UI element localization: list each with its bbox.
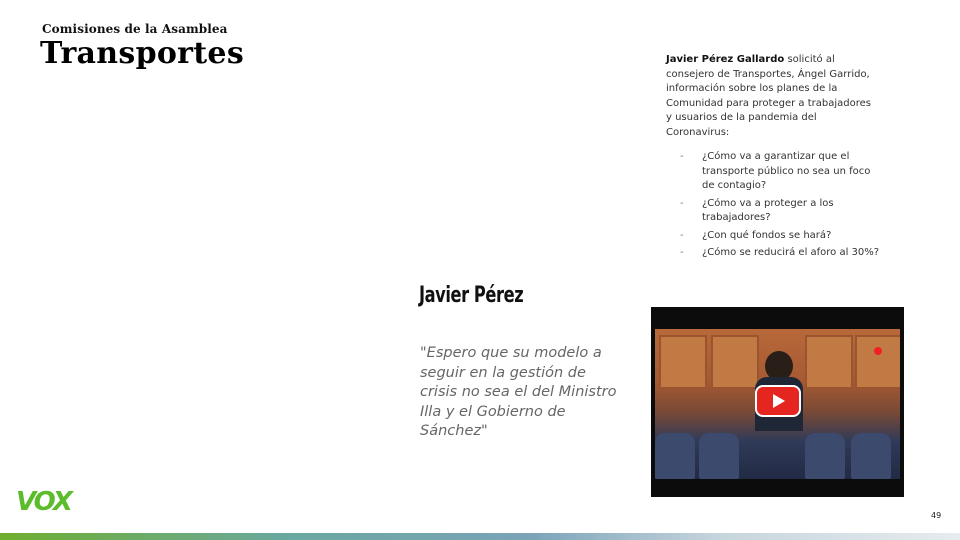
question-text: ¿Con qué fondos se hará? <box>702 229 832 241</box>
bullet-dash-icon: - <box>680 151 684 162</box>
speaker-name: Javier Pérez <box>419 283 524 308</box>
seat <box>655 433 695 479</box>
intro-name: Javier Pérez Gallardo <box>666 54 785 65</box>
question-list <box>680 150 880 264</box>
page-title: Transportes <box>40 36 245 71</box>
list-item <box>680 246 880 261</box>
question-text: ¿Cómo se reducirá el aforo al 30%? <box>702 247 880 258</box>
recording-dot-icon <box>874 347 882 355</box>
bullet-dash-icon: - <box>680 247 684 258</box>
youtube-play-icon[interactable] <box>755 385 801 417</box>
intro-text: solicitó al consejero de Transportes, Ángel Garrido, información sobre los planes de la Comunidad para proteger a trabajadores y usuarios de la pandemia del Coronavirus: <box>666 54 871 138</box>
list-item <box>680 229 880 244</box>
wall-panel <box>711 335 759 389</box>
bullet-dash-icon: - <box>680 229 684 241</box>
speaker-quote: "Espero que su modelo a seguir en la gestión de crisis no sea el del Ministro Illa y el Gobierno de Sánchez" <box>420 345 617 439</box>
bottom-color-bar <box>0 533 960 540</box>
page-number: 49 <box>931 511 942 520</box>
list-item <box>680 150 880 194</box>
bullet-dash-icon: - <box>680 197 684 209</box>
play-triangle-icon <box>773 394 785 408</box>
vox-logo: VOX <box>16 487 71 517</box>
seat <box>699 433 739 479</box>
seat <box>805 433 845 479</box>
intro-paragraph <box>666 53 876 140</box>
wall-panel <box>855 335 900 389</box>
question-text: ¿Cómo va a proteger a los trabajadores? <box>702 197 834 223</box>
header-kicker: Comisiones de la Asamblea <box>42 22 228 36</box>
wall-panel <box>659 335 707 389</box>
wall-panel <box>805 335 853 389</box>
video-embed[interactable] <box>651 307 904 497</box>
question-text: ¿Cómo va a garantizar que el transporte público no sea un foco de contagio? <box>702 151 871 191</box>
seat <box>851 433 891 479</box>
list-item <box>680 197 880 226</box>
